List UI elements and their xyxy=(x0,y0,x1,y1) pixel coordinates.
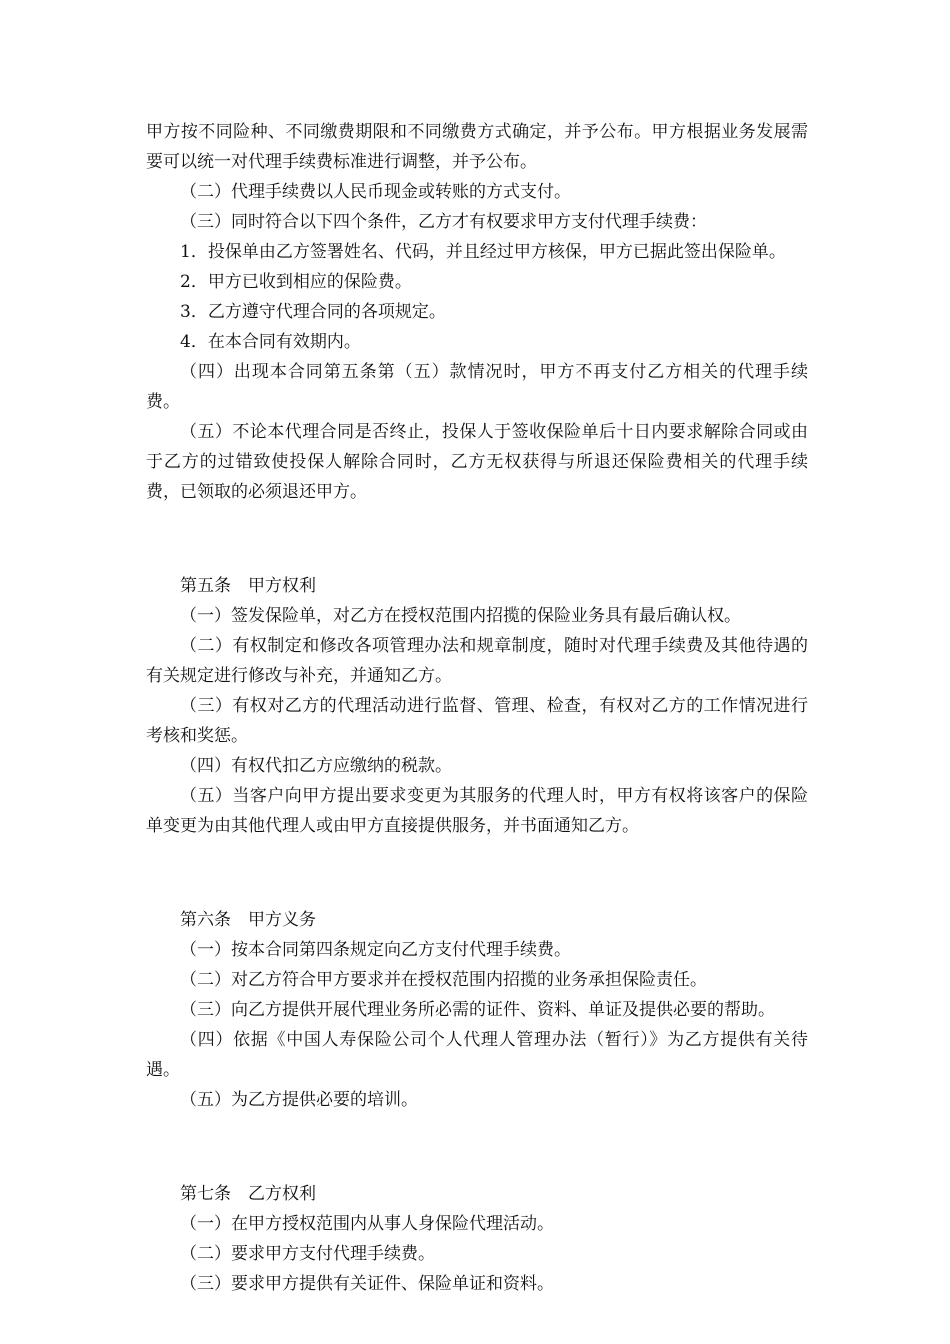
paragraph: 2．甲方已收到相应的保险费。 xyxy=(180,272,412,292)
section-heading: 第五条 甲方权利 xyxy=(180,576,316,596)
section-spacer xyxy=(146,524,808,554)
paragraph: （五）当客户向甲方提出要求变更为其服务的代理人时，甲方有权将该客户的保险单变更为由其他代理人或由甲方直接提供服务，并书面通知乙方。 xyxy=(146,786,808,836)
paragraph: （四）依据《中国人寿保险公司个人代理人管理办法（暂行）》为乙方提供有关待遇。 xyxy=(146,1030,808,1080)
paragraph: 1．投保单由乙方签署姓名、代码，并且经过甲方核保，甲方已据此签出保险单。 xyxy=(180,242,786,262)
paragraph: （四）出现本合同第五条第（五）款情况时，甲方不再支付乙方相关的代理手续费。 xyxy=(146,362,808,412)
section-spacer xyxy=(146,858,808,888)
paragraph: 甲方按不同险种、不同缴费期限和不同缴费方式确定，并予公布。甲方根据业务发展需要可以统一对代理手续费标准进行调整，并予公布。 xyxy=(146,122,808,172)
section-heading: 第七条 乙方权利 xyxy=(180,1184,316,1204)
paragraph: （五）不论本代理合同是否终止，投保人于签收保险单后十日内要求解除合同或由于乙方的过错致使投保人解除合同时，乙方无权获得与所退还保险费相关的代理手续费，已领取的必须退还甲方。 xyxy=(146,422,808,502)
paragraph: （二）有权制定和修改各项管理办法和规章制度，随时对代理手续费及其他待遇的有关规定进行修改与补充，并通知乙方。 xyxy=(146,636,808,686)
paragraph: （四）有权代扣乙方应缴纳的税款。 xyxy=(180,756,452,776)
paragraph: （五）为乙方提供必要的培训。 xyxy=(180,1090,418,1110)
paragraph: （一）按本合同第四条规定向乙方支付代理手续费。 xyxy=(180,940,571,960)
paragraph: （三）向乙方提供开展代理业务所必需的证件、资料、单证及提供必要的帮助。 xyxy=(180,1000,775,1020)
paragraph: （三）要求甲方提供有关证件、保险单证和资料。 xyxy=(180,1274,554,1294)
section-spacer xyxy=(146,1132,808,1162)
paragraph: （三）有权对乙方的代理活动进行监督、管理、检查，有权对乙方的工作情况进行考核和奖惩。 xyxy=(146,696,808,746)
paragraph: （二）代理手续费以人民币现金或转账的方式支付。 xyxy=(180,182,571,202)
paragraph: 3．乙方遵守代理合同的各项规定。 xyxy=(180,302,446,322)
paragraph: （三）同时符合以下四个条件，乙方才有权要求甲方支付代理手续费： xyxy=(180,212,707,232)
paragraph: （一）在甲方授权范围内从事人身保险代理活动。 xyxy=(180,1214,554,1234)
paragraph: 4．在本合同有效期内。 xyxy=(180,332,361,352)
paragraph: （二）对乙方符合甲方要求并在授权范围内招揽的业务承担保险责任。 xyxy=(180,970,707,990)
paragraph: （二）要求甲方支付代理手续费。 xyxy=(180,1244,435,1264)
paragraph: （一）签发保险单，对乙方在授权范围内招揽的保险业务具有最后确认权。 xyxy=(180,606,741,626)
document-body xyxy=(146,117,808,1299)
section-heading: 第六条 甲方义务 xyxy=(180,910,316,930)
